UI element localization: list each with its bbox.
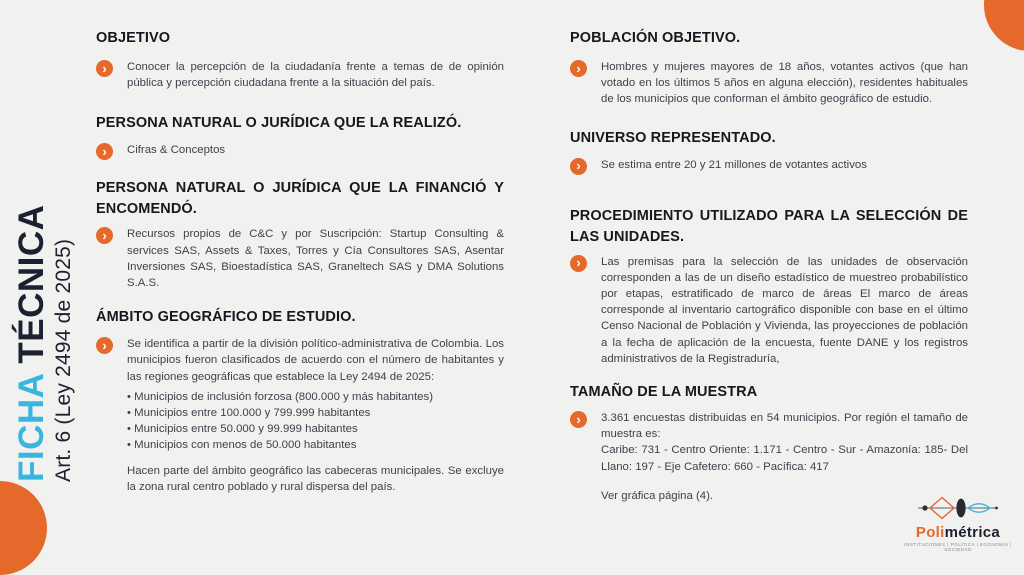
section-heading: POBLACIÓN OBJETIVO. xyxy=(570,30,741,46)
slide-title-rest: TÉCNICA xyxy=(12,204,51,374)
bullet-item xyxy=(570,254,968,367)
chevron-right-icon: › xyxy=(96,227,113,244)
section-universo xyxy=(570,128,968,175)
section-heading: OBJETIVO xyxy=(96,30,171,46)
bullet-text xyxy=(127,336,504,495)
ambito-note: Hacen parte del ámbito geográfico las cabeceras municipales. Se excluye la zona rural centro poblado y rural dispersa del país. xyxy=(127,464,504,493)
corner-circle-bottom-left xyxy=(0,481,47,575)
list-item: • Municipios con menos de 50.000 habitantes xyxy=(127,439,357,452)
ambito-bullet-list xyxy=(127,389,504,454)
waveform-logo-icon xyxy=(916,493,1000,523)
brand-tagline: INSTITUCIONES | POLÍTICA | ECONOMÍA | SOCIEDAD xyxy=(904,542,1012,552)
section-procedimiento xyxy=(570,206,968,367)
bullet-text: Se estima entre 20 y 21 millones de votantes activos xyxy=(601,158,867,171)
bullet-item xyxy=(96,336,504,495)
bullet-item xyxy=(570,59,968,108)
section-objetivo xyxy=(96,28,504,91)
list-item: • Municipios entre 50.000 y 99.999 habitantes xyxy=(127,423,358,436)
section-poblacion xyxy=(570,28,968,108)
section-heading: ÁMBITO GEOGRÁFICO DE ESTUDIO. xyxy=(96,309,356,326)
bullet-item xyxy=(96,142,504,160)
bullet-item xyxy=(96,226,504,291)
bullet-text: Recursos propios de C&C y por Suscripción: Startup Consulting & services SAS, Assets & Taxes, Torres y Cía Consultores SAS, Asentar Inversiones SAS, Bioestadística SAS, Graneltech SAS y DMA Solutions S.A.S. xyxy=(127,228,504,290)
section-ambito xyxy=(96,307,504,495)
corner-circle-top-right xyxy=(984,0,1024,51)
muestra-body-2: Caribe: 731 - Centro Oriente: 1.171 - Centro - Sur - Amazonía: 185- Del Llano: 197 - Eje Cafetero: 660 - Pacífica: 417 xyxy=(601,444,968,473)
list-item: • Municipios de inclusión forzosa (800.000 y más habitantes) xyxy=(127,390,434,403)
section-muestra xyxy=(570,382,968,504)
bullet-text: Las premisas para la selección de las unidades de observación corresponden a las de un diseño estadístico de muestreo probabilístico por etapas, estratificado de marco de áreas El marco de áreas corresponde al inventario cartográfico disponible con base en el último Censo Nacional de Población y Vivienda, las proyecciones de población a la fecha de aplicación de la encuesta, fuente DANE y los registros administrativos de la Registraduría, xyxy=(601,255,968,365)
muestra-body-1: 3.361 encuestas distribuidas en 54 municipios. Por región el tamaño de muestra es: xyxy=(601,412,968,441)
muestra-note: Ver gráfica página (4). xyxy=(601,489,714,502)
section-heading: PERSONA NATURAL O JURÍDICA QUE LA REALIZÓ. xyxy=(96,115,462,132)
section-heading: TAMAÑO DE LA MUESTRA xyxy=(570,384,758,401)
chevron-right-icon: › xyxy=(570,255,587,272)
brand-name-accent: Poli xyxy=(915,524,945,541)
section-heading: UNIVERSO REPRESENTADO. xyxy=(570,129,776,146)
section-financio xyxy=(96,178,504,291)
vertical-title xyxy=(14,182,76,482)
chevron-right-icon: › xyxy=(570,158,587,175)
slide-subtitle: Art. 6 (Ley 2494 de 2025) xyxy=(52,238,76,482)
brand-name xyxy=(900,524,1016,541)
chevron-right-icon: › xyxy=(96,143,113,160)
column-left xyxy=(96,28,504,495)
bullet-text: Cifras & Conceptos xyxy=(127,144,226,157)
section-realizo xyxy=(96,113,504,160)
brand-name-rest: métrica xyxy=(944,524,1001,541)
bullet-item xyxy=(570,410,968,504)
bullet-text: Conocer la percepción de la ciudadanía frente a temas de de opinión pública y percepción ciudadana frente a la situación del país. xyxy=(127,61,504,90)
column-right xyxy=(570,28,968,504)
bullet-item xyxy=(96,59,504,91)
chevron-right-icon: › xyxy=(570,411,587,428)
slide-title xyxy=(14,182,50,482)
bullet-item xyxy=(570,157,968,175)
bullet-text xyxy=(601,410,968,504)
chevron-right-icon: › xyxy=(96,60,113,77)
logo xyxy=(900,493,1016,552)
slide-title-accent: FICHA xyxy=(12,373,51,482)
chevron-right-icon: › xyxy=(570,60,587,77)
bullet-text: Hombres y mujeres mayores de 18 años, votantes activos (que han votado en los últimos 5 años en alguna elección), residentes habituales de los municipios que conforman el ámbito geográfico de estudio. xyxy=(601,61,968,106)
list-item: • Municipios entre 100.000 y 799.999 habitantes xyxy=(127,407,371,420)
ambito-intro: Se identifica a partir de la división político-administrativa de Colombia. Los municipios fueron clasificados de acuerdo con el número de habitantes y las regiones geográficas que establece la Ley 2494 de 2025: xyxy=(127,338,504,383)
section-heading: PROCEDIMIENTO UTILIZADO PARA LA SELECCIÓN DE LAS UNIDADES. xyxy=(570,207,968,245)
section-heading: PERSONA NATURAL O JURÍDICA QUE LA FINANCIÓ Y ENCOMENDÓ. xyxy=(96,180,504,218)
chevron-right-icon: › xyxy=(96,337,113,354)
